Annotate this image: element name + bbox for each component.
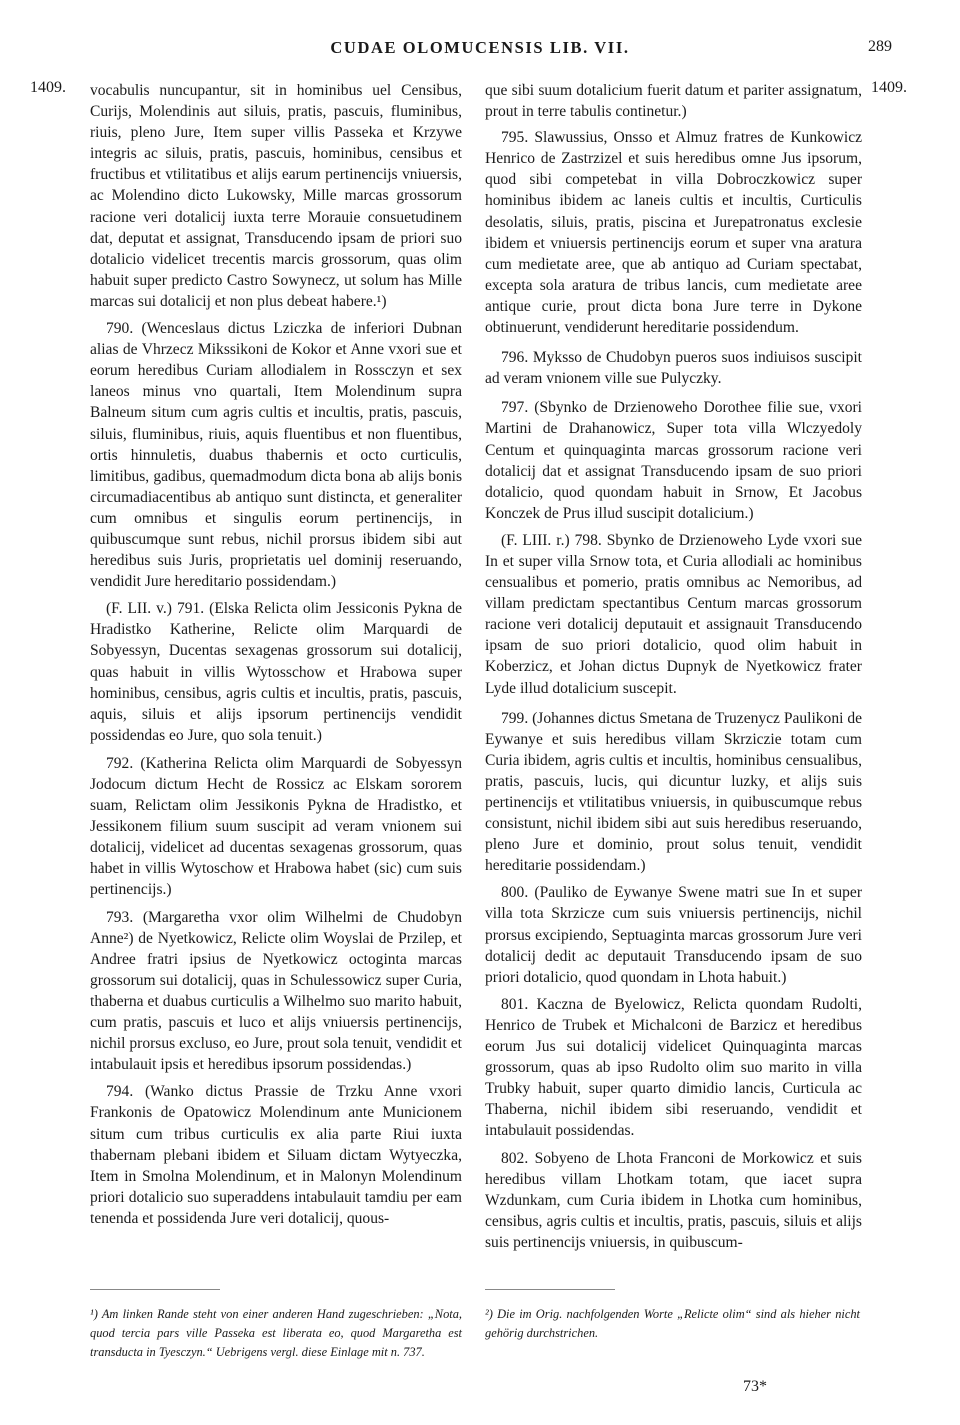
right-column (485, 80, 862, 1253)
entry-794: 794. (Wanko dictus Prassie de Trzku Anne vxori Frankonis de Opatowicz Molendinum ante Municionem situm cum tribus curticulis ex alia parte Riui iuxta thabernam plebani ibidem et Siluam dictam Wytyeczka, Item in Smolna Molendinum, et in Malonyn Molendinum priori dotalicio suo superaddens intabulauit tamdiu per eam tenenda et possidenda Jure veri dotalicij, quous- (90, 1083, 462, 1227)
running-title: CUDAE OLOMUCENSIS LIB. VII. (330, 38, 630, 57)
footnote-divider-right (485, 1289, 615, 1290)
entry-795: 795. Slawussius, Onsso et Almuz fratres de Kunkowicz Henrico de Zastrzizel et suis heredibus omne Jus ipsorum, quod sibi competebat in villa Dobroczkowicz super hominibus ibidem ac laneis cultis et incultis, Curticulis desolatis, siluis, pratis, piscina et Jurepatronatus exclesie ibidem et vniuersis pertinencijs eorum et super vna aratura cum medietate aree, que ab antiquo ad Curiam spectabat, excepta sola aratura de tribus lancis, cum medietate aree antique curie, prout dicta bona Jure terre in Dykone obtinuerunt, vendiderunt hereditarie possidendum. (485, 129, 862, 337)
entry-799: 799. (Johannes dictus Smetana de Truzenycz Paulikoni de Eywanye et suis heredibus villam Skrziczie totam cum Curia ibidem, agris cultis et incultis, hominibus censualibus, pratis, pascuis, lucis, qui dicuntur luzky, et alijs suis pertinencijs et vtilitatibus vniuersis, in quibuscumque rebus consistunt, nichil ibidem sibi aut suis heredibus reseruando, pleno Jure et dominio, prout solus tenuit, vendidit hereditarie possidendam.) (485, 709, 862, 875)
entry-792: 792. (Katherina Relicta olim Marquardi de Sobyessyn Jodocum dictum Hecht de Rossicz ac Elskam sororem suam, Relictam olim Jessikonis Pykna de Hradistko, et Jessikonem filium suum suscipit ad veram vnionem sui dotalicij, videlicet ad ducentas sexagenas grossorum, quas habet in villis Wytoschow et Hrabowa habet (sic) cum suis pertinencijs.) (90, 754, 462, 899)
entry-794-continuation: que sibi suum dotalicium fuerit datum et pariter assignatum, prout in terre tabulis continetur.) (485, 82, 862, 121)
entry-800: 800. (Pauliko de Eywanye Swene matri sue In et super villa tota Skrzicze cum suis vniuersis pertinencijs, nichil prorsus excipiendo, Septuaginta marcas grossorum Jure veri dotalicij dedit ac deputauit Transducendo ipsam de suo priori dotalicio, quod quondam in Lhota habuit.) (485, 884, 862, 986)
page-header (0, 38, 960, 64)
footnote-1: ¹) Am linken Rande steht von einer anderen Hand zugeschrieben: „Nota, quod tercia pars ville Passeka est liberata eo, quod Margaretha est transducta in Tyesczyn.“ Uebrigens vergl. diese Einlage mit n. 737. (90, 1307, 462, 1359)
footnote-divider-left (90, 1289, 220, 1290)
signature-mark: 73* (743, 1378, 767, 1395)
margin-year-left: 1409. (30, 79, 66, 96)
margin-year-right: 1409. (871, 79, 907, 96)
entry-801: 801. Kaczna de Byelowicz, Relicta quondam Rudolti, Henrico de Trubek et Michalconi de Barzicz et heredibus eorum Jus sui dotalicij videlicet Quinquaginta marcas grossorum, quas ab ipso Rudolto olim suo marito in villa Trubky habuit, super quarto dimidio lancis, Curticula ac Thaberna, nichil ibidem sibi reseruando, vendidit et intabulauit possidendas. (485, 995, 862, 1140)
footnote-2: ²) Die im Orig. nachfolgenden Worte „Relicte olim“ sind als hieher nicht gehörig durchstrichen. (485, 1307, 860, 1340)
entry-798: (F. LIII. r.) 798. Sbynko de Drzienoweho Lyde vxori sue In et super villa Srnow tota, et Curia allodiali ac hominibus censualibus et pomerio, pratis omnibus ac Nemoribus, ad villam predictam spectantibus Centum marcas grossorum racione veri dotalicij deputauit et assignauit Transducendo ipsam de suo priori dotalicio, quod olim habuit in Koberzicz, et Johan dictus Dupnyk de Nyetkowicz frater Lyde illud dotalicium suscepit. (485, 531, 862, 697)
entry-797: 797. (Sbynko de Drzienoweho Dorothee filie sue, vxori Martini de Drahanowicz, Super tota villa Wlczyedoly Centum et quinquaginta marcas grossorum racione veri dotalicij dat et assignat Transducendo ipsam de suo priori dotalicio, quod quondam habuit in Srnow, Et Jacobus Konczek de Prus illud suscipit dotalicium.) (485, 399, 862, 522)
entry-796: 796. Myksso de Chudobyn pueros suos indiuisos suscipit ad veram vnionem ville sue Pulyczky. (485, 349, 862, 388)
entry-793: 793. (Margaretha vxor olim Wilhelmi de Chudobyn Anne²) de Nyetkowicz, Relicte olim Woyslai de Przilep, et Andree fratri ipsius de Nyetkowicz octoginta marcas grossorum sui dotalicij, quas in Schulessowicz super Curia, thaberna et duabus curticulis a Wilhelmo suo marito habuit, cum pratis, pascuis et luco et alijs vniuersis pertinencijs, nichil prorsus excluso, eo Jure, prout sola tenuit, vendidit et intabulauit ipsis et heredibus ipsorum possidendas.) (90, 908, 462, 1074)
entry-continuation: vocabulis nuncupantur, sit in hominibus uel Censibus, Curijs, Molendinis aut siluis, pratis, pascuis, fluminibus, riuis, pleno Jure, Item super villis Passeka et Krzywe integris ac siluis, pratis, pascuis, hominibus, censibus et fructibus et vtilitatibus et alijs earum pertinencijs vniuersis, ac Molendino dicto Lukowsky, Mille marcas grossorum racione veri dotalicij iuxta terre Morauie consuetudinem dat, deputat et assignat, Transducendo ipsam de priori suo dotalicio videlicet trecentis marcis grossorum, quas olim habuit super predicto Castro Sowynecz, ut solum has Mille marcas sui dotalicij et non plus debeat habere.¹) (90, 82, 462, 310)
entry-802: 802. Sobyeno de Lhota Franconi de Morkowicz et suis heredibus villam Lhotkam totam, que iacet supra Wzdunkam, cum Curia ibidem in Lhotka cum hominibus, censibus, agris cultis et incultis, pratis, pascuis, siluis et alijs suis pertinencijs vniuersis, in quibuscum- (485, 1149, 862, 1251)
entry-790: 790. (Wenceslaus dictus Lziczka de inferiori Dubnan alias de Vhrzecz Mikssikoni de Kokor et Anne vxori sue et eorum heredibus Curiam allodialem in Rossczyn et sex laneos minus vno quartali, Item Molendinum supra Balneum situm cum agris cultis et incultis, pratis, pascuis, siluis, fluminibus, riuis, aquis fluentibus et non fluentibus, ortis hinnuletis, duabus thabernis et octo curticulis, limitibus, gadibus, quemadmodum dicta bona ab alijs bonis circumadiacentibus ab antiquo sunt distincta, et generaliter cum omnibus et singulis eorum pertinencijs, in quibuscumque sunt rebus, nichil prorsus ibidem sibi aut heredibus suis Juris, proprietatis uel dominij reseruando, vendidit Jure hereditario possidendam.) (90, 320, 462, 591)
page-number: 289 (868, 38, 892, 55)
left-column (90, 80, 462, 1229)
entry-791: (F. LII. v.) 791. (Elska Relicta olim Jessiconis Pykna de Hradistko Katherine, Relicte olim Marquardi de Sobyessyn, Ducentas sexagenas grossorum sui dotalicij, quas habuit in villis Wytosschow et Hrabowa super hominibus, censibus, agris cultis et incultis, pratis, pascuis, aquis, siluis et alijs ipsorum pertinencijs vendidit possidendas eo Jure, quo sola tenuit.) (90, 600, 462, 744)
